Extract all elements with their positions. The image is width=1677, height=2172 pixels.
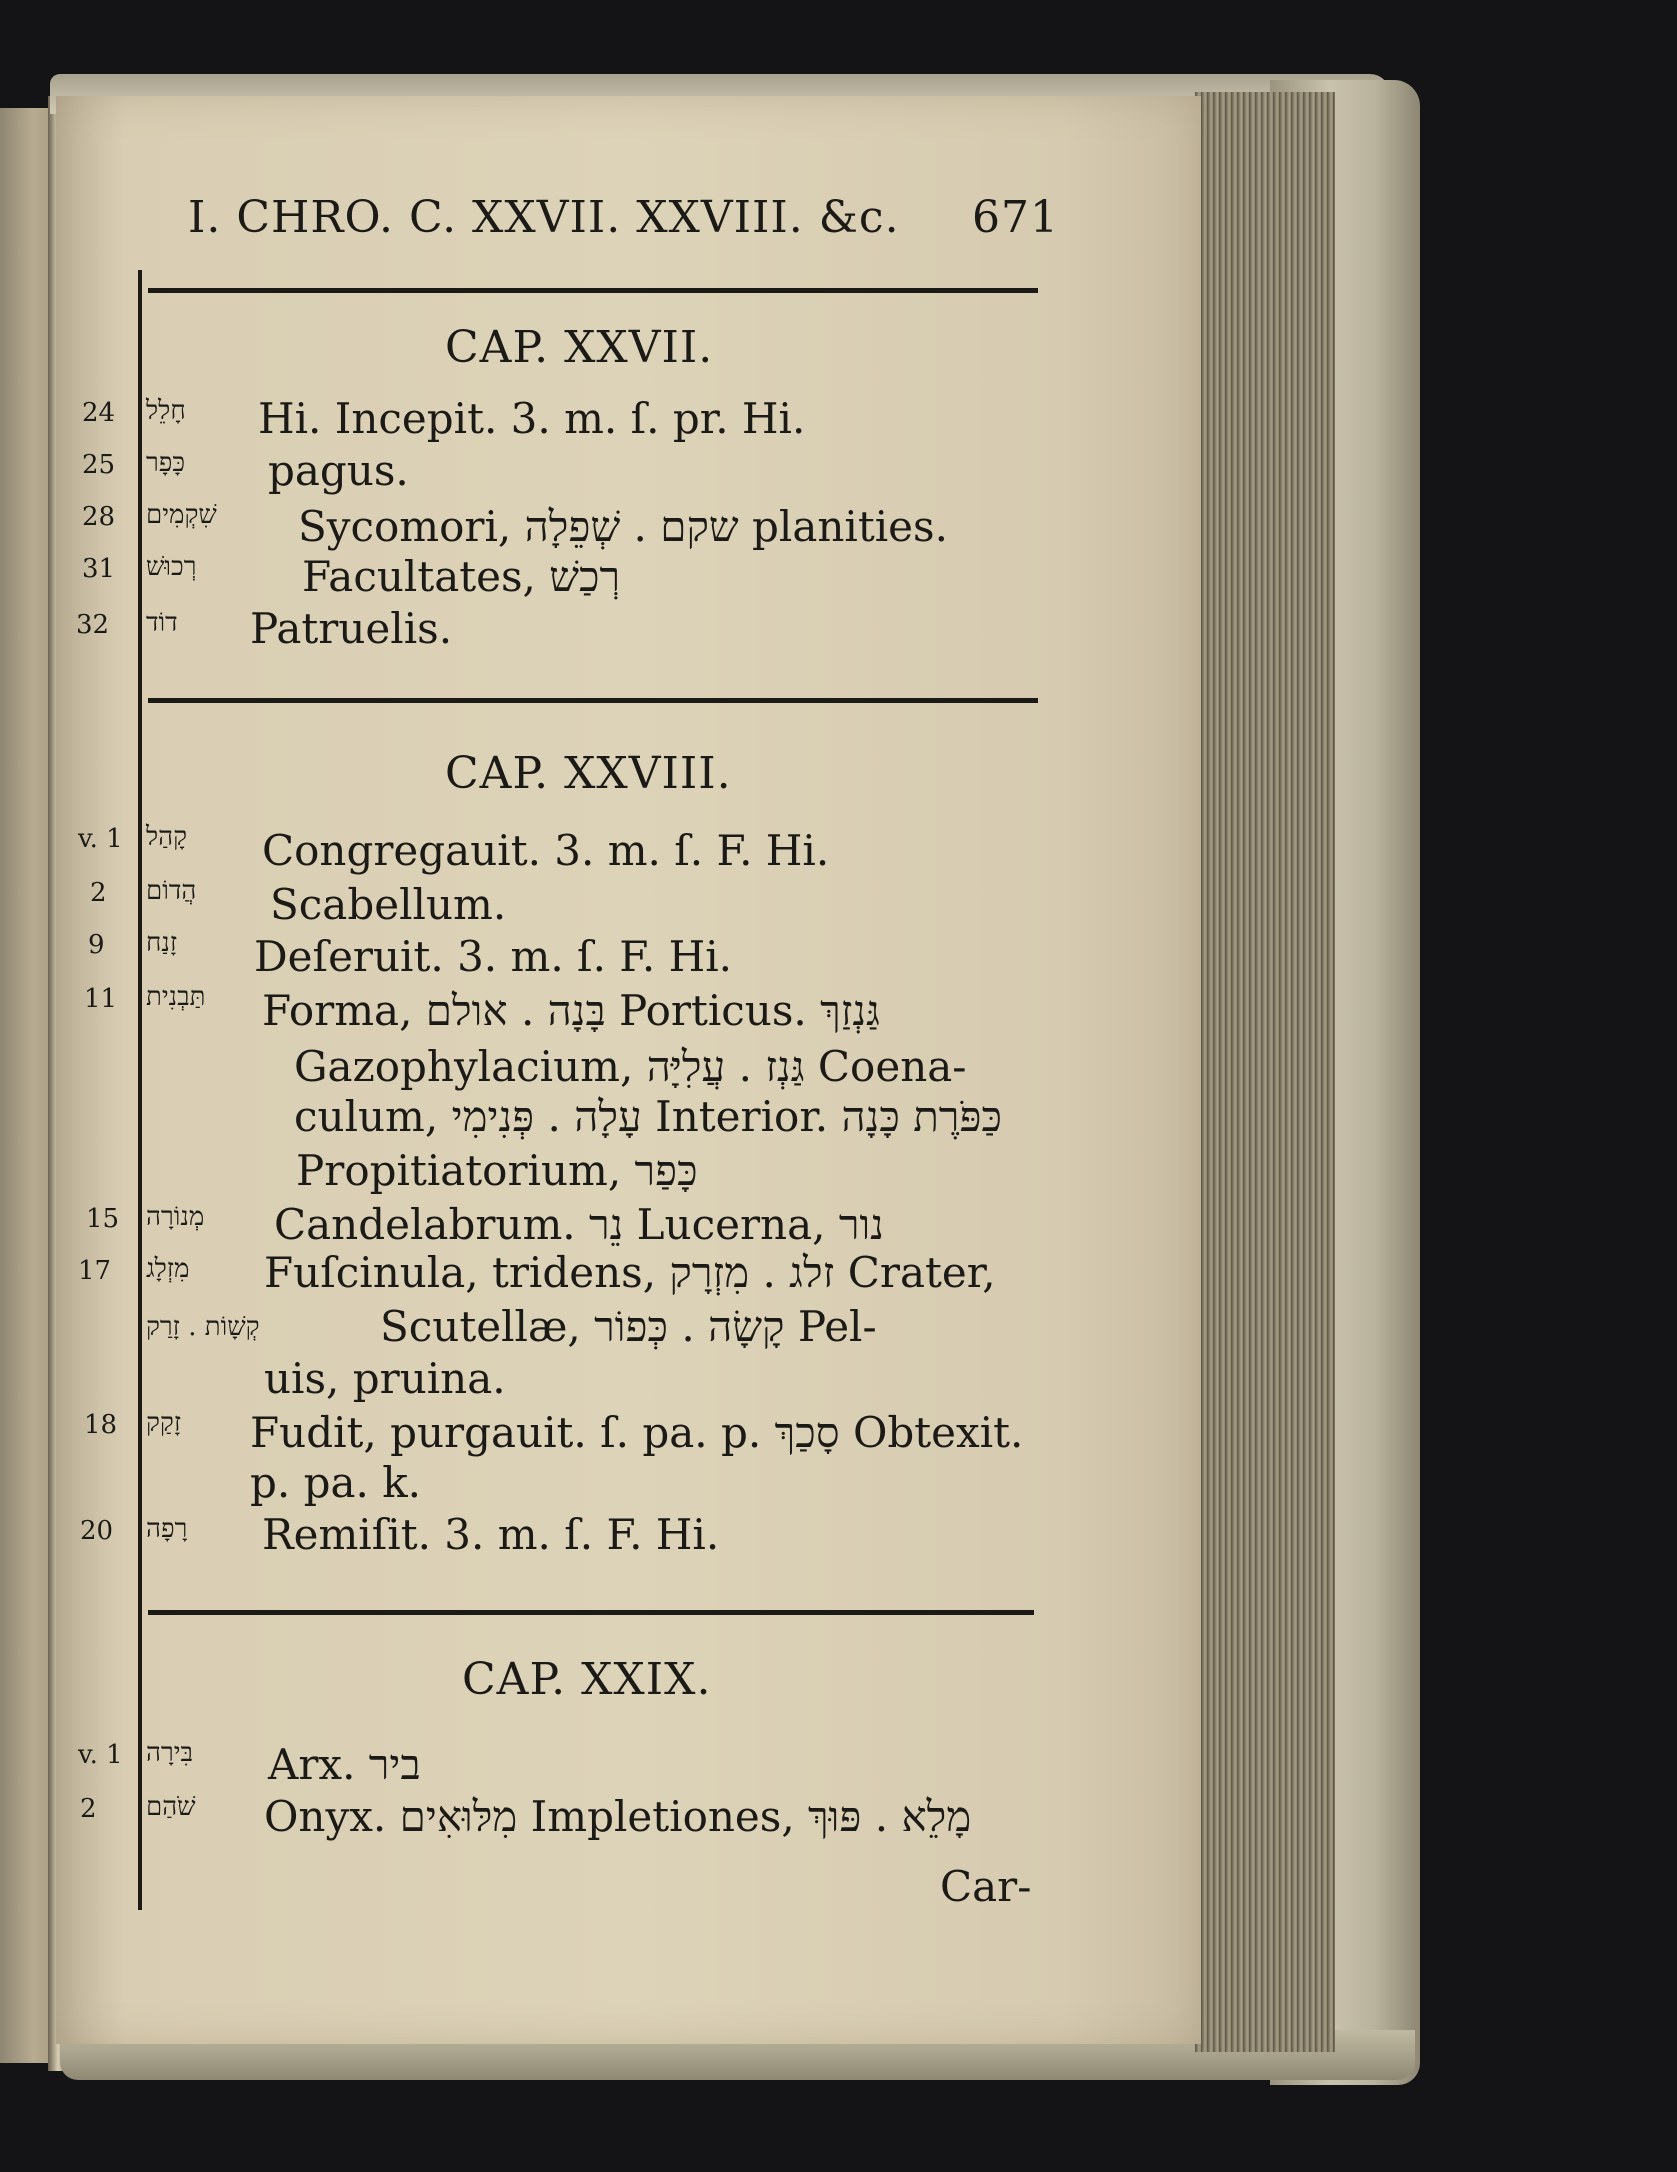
entry-text: Congregauit. 3. m. ſ. F. Hi. [262, 826, 830, 875]
verse-number: 2 [90, 878, 107, 908]
verse-number: 18 [84, 1410, 118, 1440]
entry-text: Hi. Incepit. 3. m. ſ. pr. Hi. [258, 394, 806, 443]
entry-text: Onyx. מִלּוּאִים Impletiones, מָלֵא . פּוּךְ [264, 1792, 972, 1841]
hebrew-headword: הֲדוֹם [146, 876, 197, 906]
hebrew-headword: מִזְלָג [146, 1254, 190, 1284]
hebrew-headword: תַּבְנִית [146, 982, 206, 1012]
section-rule [148, 698, 1038, 703]
entry-text: Sycomori, שקם . שְׁפֵלָה planities. [298, 502, 948, 551]
entry-text: pagus. [268, 446, 409, 495]
entry-text-continuation: culum, עָלָה . פְּנִימִי Interior. כַּפֹּרֶת כָּנָה [294, 1092, 1002, 1141]
entry-text: Fuſcinula, tridens, זלג . מִזְרָק Crater, [264, 1248, 996, 1297]
section-heading: CAP. XXVIII. [445, 748, 732, 799]
hebrew-headword: זָקַק [146, 1408, 182, 1438]
verse-number: 32 [76, 610, 110, 640]
entry-text-continuation: p. pa. k. [250, 1458, 422, 1507]
verse-number: 28 [82, 502, 116, 532]
page-number: 671 [972, 192, 1059, 243]
section-heading: CAP. XXVII. [445, 322, 714, 373]
verse-number: 11 [84, 984, 118, 1014]
verse-number: 15 [86, 1204, 120, 1234]
entry-text-continuation: Gazophylacium, גַּנְז . עֲלִיָּה Coena- [294, 1042, 967, 1091]
hebrew-headword: רְכוּשׁ [146, 552, 197, 582]
hebrew-headword: כָּפָר [146, 448, 186, 478]
verse-number: 9 [88, 930, 105, 960]
verse-number: v. 1 [78, 1740, 123, 1770]
hebrew-headword: קָהַל [146, 822, 188, 852]
verse-number: 24 [82, 398, 116, 428]
verse-number: 20 [80, 1516, 114, 1546]
verse-number: v. 1 [78, 824, 123, 854]
hebrew-headword: דוֹד [146, 608, 178, 638]
hebrew-headword: חָלֵל [146, 396, 186, 426]
hebrew-headword: שִׁקְמִים [146, 500, 217, 530]
running-head: I. CHRO. C. XXVII. XXVIII. &c. [188, 192, 900, 243]
page-stack-edge [1195, 92, 1335, 2052]
catchword: Car- [940, 1862, 1032, 1911]
verse-number: 31 [82, 554, 116, 584]
header-rule [148, 288, 1038, 293]
entry-text: Fudit, purgauit. ſ. pa. p. סָכַךְ Obtexit. [250, 1408, 1024, 1457]
entry-text: Patruelis. [250, 604, 453, 653]
entry-text-continuation: uis, pruina. [264, 1354, 506, 1403]
verse-number: 25 [82, 450, 116, 480]
hebrew-headword: רָפָה [146, 1514, 188, 1544]
section-heading: CAP. XXIX. [462, 1654, 712, 1705]
entry-text: Candelabrum. נֵר Lucerna, נור [274, 1200, 884, 1249]
hebrew-headword: זָנַח [146, 928, 178, 958]
entry-text: Deſeruit. 3. m. ſ. F. Hi. [254, 932, 732, 981]
verse-number: 17 [78, 1256, 112, 1286]
verse-number: 2 [80, 1794, 97, 1824]
hebrew-headword: קְשָׁוֹת . זָרַק [146, 1312, 260, 1342]
section-rule [148, 1610, 1034, 1615]
hebrew-headword: מְנוֹרָה [146, 1202, 205, 1232]
entry-text: Remiſit. 3. m. ſ. F. Hi. [262, 1510, 720, 1559]
hebrew-headword: בִּירָה [146, 1738, 194, 1768]
entry-text: Scabellum. [270, 880, 507, 929]
entry-text: Arx. ביר [268, 1740, 421, 1789]
entry-text: Scutellæ, קָשָׂה . כְּפוֹר Pel- [380, 1302, 877, 1351]
hebrew-headword: שֹׁהַם [146, 1792, 196, 1822]
column-rule [138, 270, 142, 1910]
entry-text: Facultates, רְכַשׁ [302, 552, 621, 601]
entry-text: Forma, בָּנָה . אולם Porticus. גַּנְזַךְ [262, 986, 880, 1035]
entry-text-continuation: Propitiatorium, כָּפַר [296, 1146, 698, 1195]
